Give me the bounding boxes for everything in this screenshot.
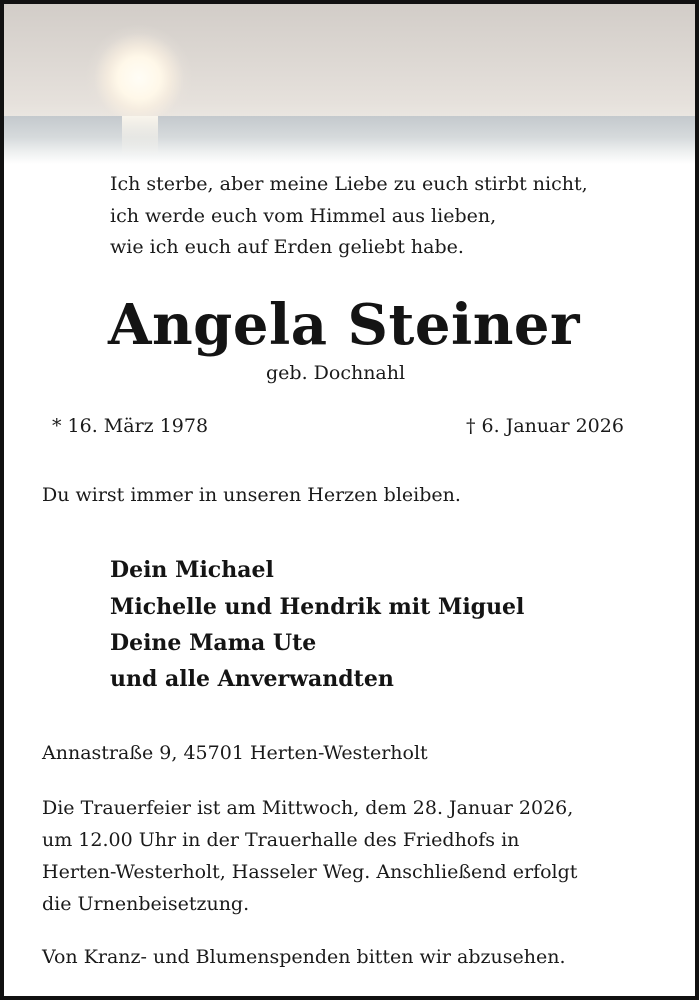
mourner-line-3: Deine Mama Ute [110, 630, 317, 656]
death-date: † 6. Januar 2026 [466, 415, 624, 437]
verse-line-2: ich werde euch vom Himmel aus lieben, [110, 205, 497, 227]
sea-graphic [4, 116, 695, 164]
mourner-line-2: Michelle und Hendrik mit Miguel [110, 594, 525, 620]
ceremony-line-1: Die Trauerfeier ist am Mittwoch, dem 28. Januar 2026, [42, 797, 574, 819]
ceremony-line-3: Herten-Westerholt, Hasseler Weg. Anschließend erfolgt [42, 861, 578, 883]
address: Annastraße 9, 45701 Herten-Westerholt [42, 742, 428, 764]
birth-date: * 16. März 1978 [52, 415, 209, 437]
memorial-message: Du wirst immer in unseren Herzen bleiben. [42, 484, 461, 506]
verse-line-1: Ich sterbe, aber meine Liebe zu euch stirbt nicht, [110, 173, 588, 195]
maiden-name: geb. Dochnahl [266, 362, 406, 384]
verse-line-3: wie ich euch auf Erden geliebt habe. [110, 236, 464, 258]
mourner-line-1: Dein Michael [110, 557, 274, 583]
ceremony-line-2: um 12.00 Uhr in der Trauerhalle des Friedhofs in [42, 829, 520, 851]
mourner-line-4: und alle Anverwandten [110, 666, 394, 692]
closing-note: Von Kranz- und Blumenspenden bitten wir abzusehen. [42, 946, 566, 968]
sunset-sea-photo [4, 4, 695, 164]
ceremony-line-4: die Urnenbeisetzung. [42, 893, 250, 915]
deceased-name: Angela Steiner [108, 292, 581, 358]
sun-reflection-graphic [122, 116, 158, 156]
